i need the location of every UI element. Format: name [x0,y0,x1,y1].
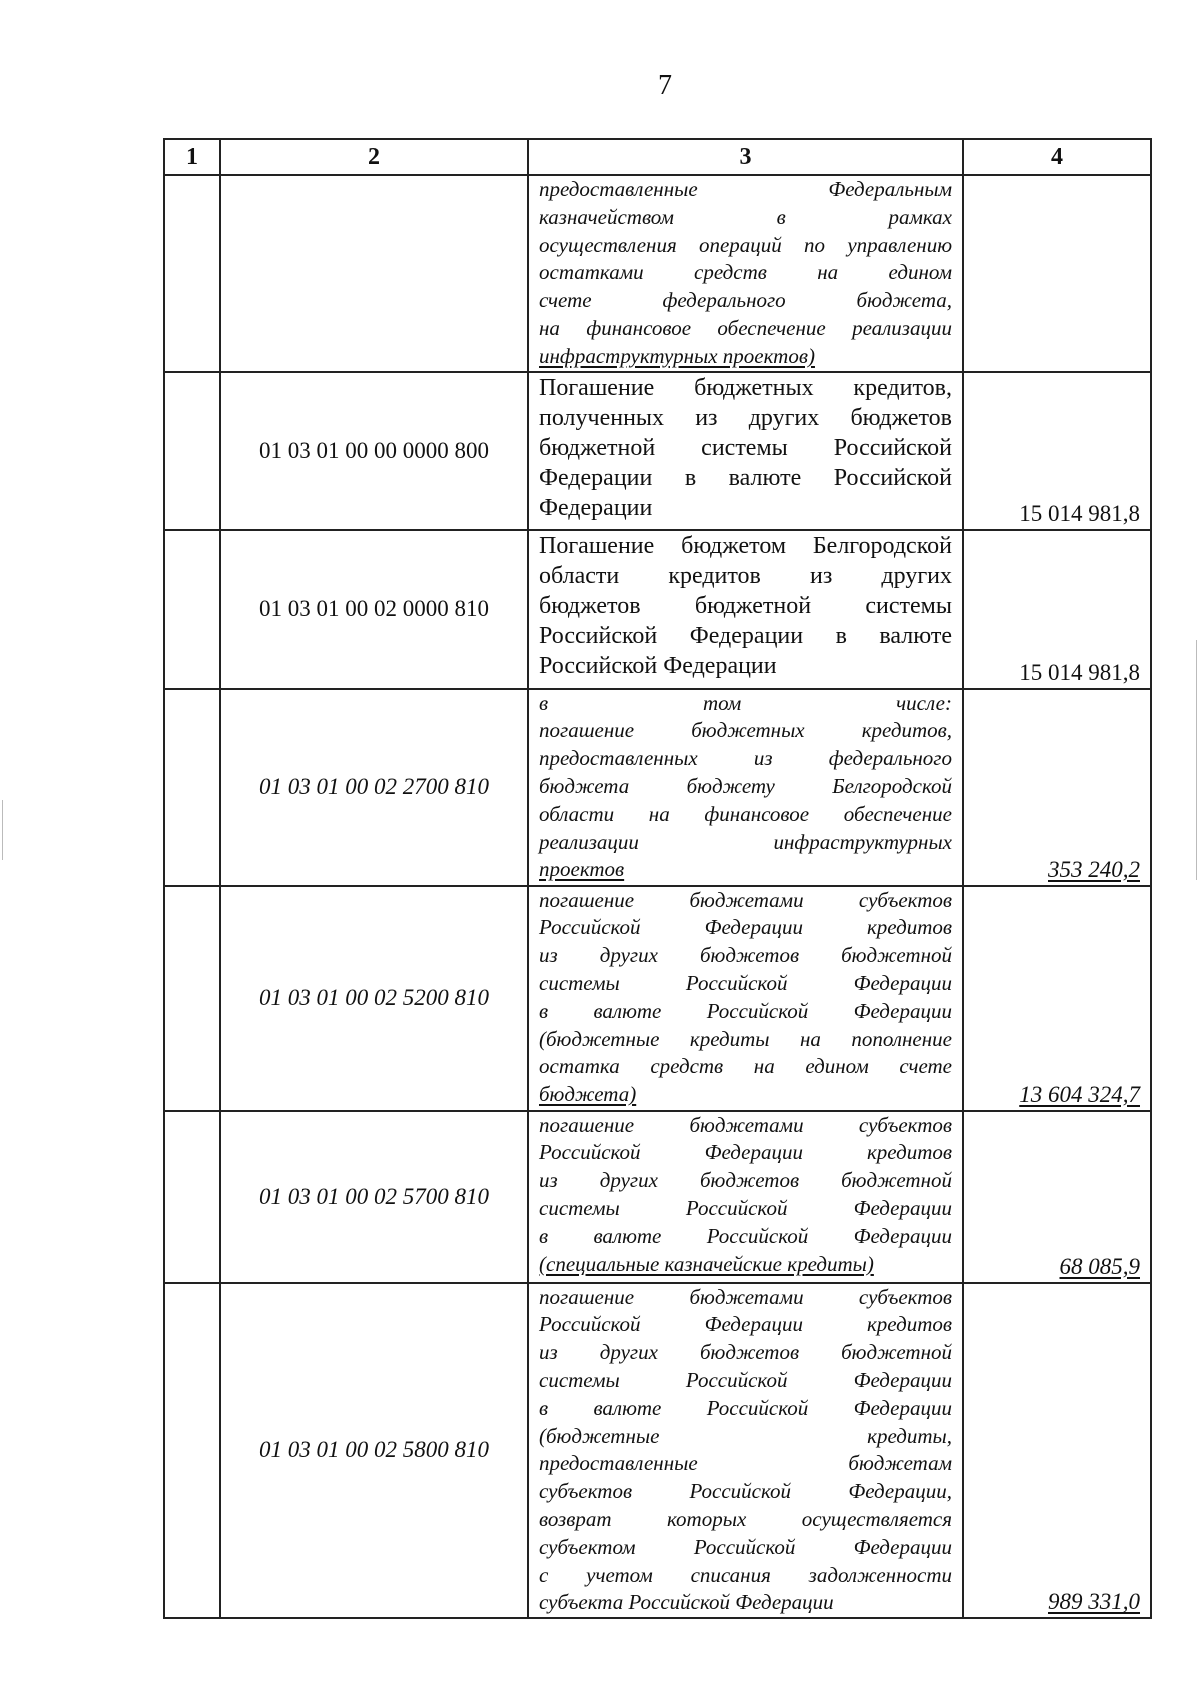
description-cell [528,1283,963,1619]
header-col-2: 2 [220,139,528,175]
description-line: Российской Федерации в валюте [539,622,952,649]
amount-value: 15 014 981,8 [1019,659,1140,685]
description-line: области на финансовое обеспечение [539,801,952,826]
description-cell [528,530,963,689]
description-line: предоставленные Федеральным [539,177,952,201]
classification-code: 01 03 01 00 02 5700 810 [220,1111,528,1283]
description-line: Российской Федерации [539,652,777,679]
description-line: предоставленные бюджетам [539,1451,952,1476]
description-line: (специальные казначейские кредиты) [539,1251,874,1276]
amount-value: 68 085,9 [1059,1253,1140,1279]
row-number-cell [164,1283,220,1619]
description-line: системы Российской Федерации [539,1367,952,1392]
description-line: из других бюджетов бюджетной [539,1168,952,1193]
classification-code: 01 03 01 00 02 5200 810 [220,886,528,1111]
description-line: с учетом списания задолженности [539,1562,952,1587]
description-line: (бюджетные кредиты, [539,1423,952,1448]
description-line: возврат которых осуществляется [539,1506,952,1531]
description-cell [528,175,963,372]
table-row [164,1111,1151,1283]
row-number-cell [164,372,220,530]
amount-value: 353 240,2 [1048,856,1140,882]
table-row [164,886,1151,1111]
description-cell [528,886,963,1111]
description-line: бюджета) [539,1082,637,1107]
description-line: Российской Федерации кредитов [539,1312,952,1337]
description-line: в валюте Российской Федерации [539,998,952,1023]
description-line: Федерации [539,494,653,521]
scan-margin-mark [1196,640,1197,880]
description-line: (бюджетные кредиты на пополнение [539,1026,952,1051]
description-line: бюджетной системы Российской [539,434,952,461]
description-line: из других бюджетов бюджетной [539,943,952,968]
description-cell [528,372,963,530]
classification-code [220,175,528,372]
header-col-3: 3 [528,139,963,175]
description-line: Погашение бюджетом Белгородской [539,532,952,559]
amount-cell [963,175,1151,372]
description-line: субъектов Российской Федерации, [539,1479,952,1504]
description-cell [528,689,963,886]
amount-cell [963,1111,1151,1283]
description-line: из других бюджетов бюджетной [539,1340,952,1365]
description-line: субъекта Российской Федерации [539,1590,834,1615]
description-line: в валюте Российской Федерации [539,1395,952,1420]
classification-code: 01 03 01 00 02 0000 810 [220,530,528,689]
table-row [164,175,1151,372]
amount-value: 13 604 324,7 [1019,1081,1140,1107]
table-row [164,689,1151,886]
classification-code: 01 03 01 00 00 0000 800 [220,372,528,530]
amount-cell [963,530,1151,689]
description-line: Федерации в валюте Российской [539,464,952,491]
amount-cell [963,1283,1151,1619]
header-col-1: 1 [164,139,220,175]
description-line: счете федерального бюджета, [539,288,952,313]
description-line: погашение бюджетных кредитов, [539,718,952,743]
row-number-cell [164,530,220,689]
description-line: бюджета бюджету Белгородской [539,773,952,798]
row-number-cell [164,689,220,886]
description-line: остатка средств на едином счете [539,1054,952,1079]
amount-value: 989 331,0 [1048,1589,1140,1615]
description-line: в валюте Российской Федерации [539,1223,952,1248]
amount-cell [963,689,1151,886]
table-header-row [164,139,1151,175]
amount-value: 15 014 981,8 [1019,500,1140,526]
description-line: предоставленных из федерального [539,746,952,771]
scan-margin-mark [2,800,3,860]
description-line: системы Российской Федерации [539,1195,952,1220]
description-line: осуществления операций по управлению [539,232,952,257]
description-line: погашение бюджетами субъектов [539,1112,952,1137]
description-line: Погашение бюджетных кредитов, [539,374,952,401]
description-line: Российской Федерации кредитов [539,1140,952,1165]
header-col-4: 4 [963,139,1151,175]
description-line: погашение бюджетами субъектов [539,887,952,912]
budget-table [163,138,1152,1619]
row-number-cell [164,175,220,372]
description-line: казначейством в рамках [539,204,952,229]
page-number: 7 [658,70,672,101]
description-line: полученных из других бюджетов [539,404,952,431]
description-line: остатками средств на едином [539,260,952,285]
description-line: Российской Федерации кредитов [539,915,952,940]
amount-cell [963,372,1151,530]
description-line: погашение бюджетами субъектов [539,1284,952,1309]
classification-code: 01 03 01 00 02 2700 810 [220,689,528,886]
description-line: в том числе: [539,690,952,715]
table-row [164,530,1151,689]
description-line: субъектом Российской Федерации [539,1534,952,1559]
description-cell [528,1111,963,1283]
table-row [164,1283,1151,1619]
description-line: области кредитов из других [539,562,952,589]
amount-cell [963,886,1151,1111]
description-line: системы Российской Федерации [539,970,952,995]
row-number-cell [164,1111,220,1283]
description-line: бюджетов бюджетной системы [539,592,952,619]
table-row [164,372,1151,530]
description-line: реализации инфраструктурных [539,829,952,854]
description-line: проектов [539,857,625,882]
row-number-cell [164,886,220,1111]
classification-code: 01 03 01 00 02 5800 810 [220,1283,528,1619]
description-line: на финансовое обеспечение реализации [539,315,952,340]
description-line: инфраструктурных проектов) [539,343,815,368]
